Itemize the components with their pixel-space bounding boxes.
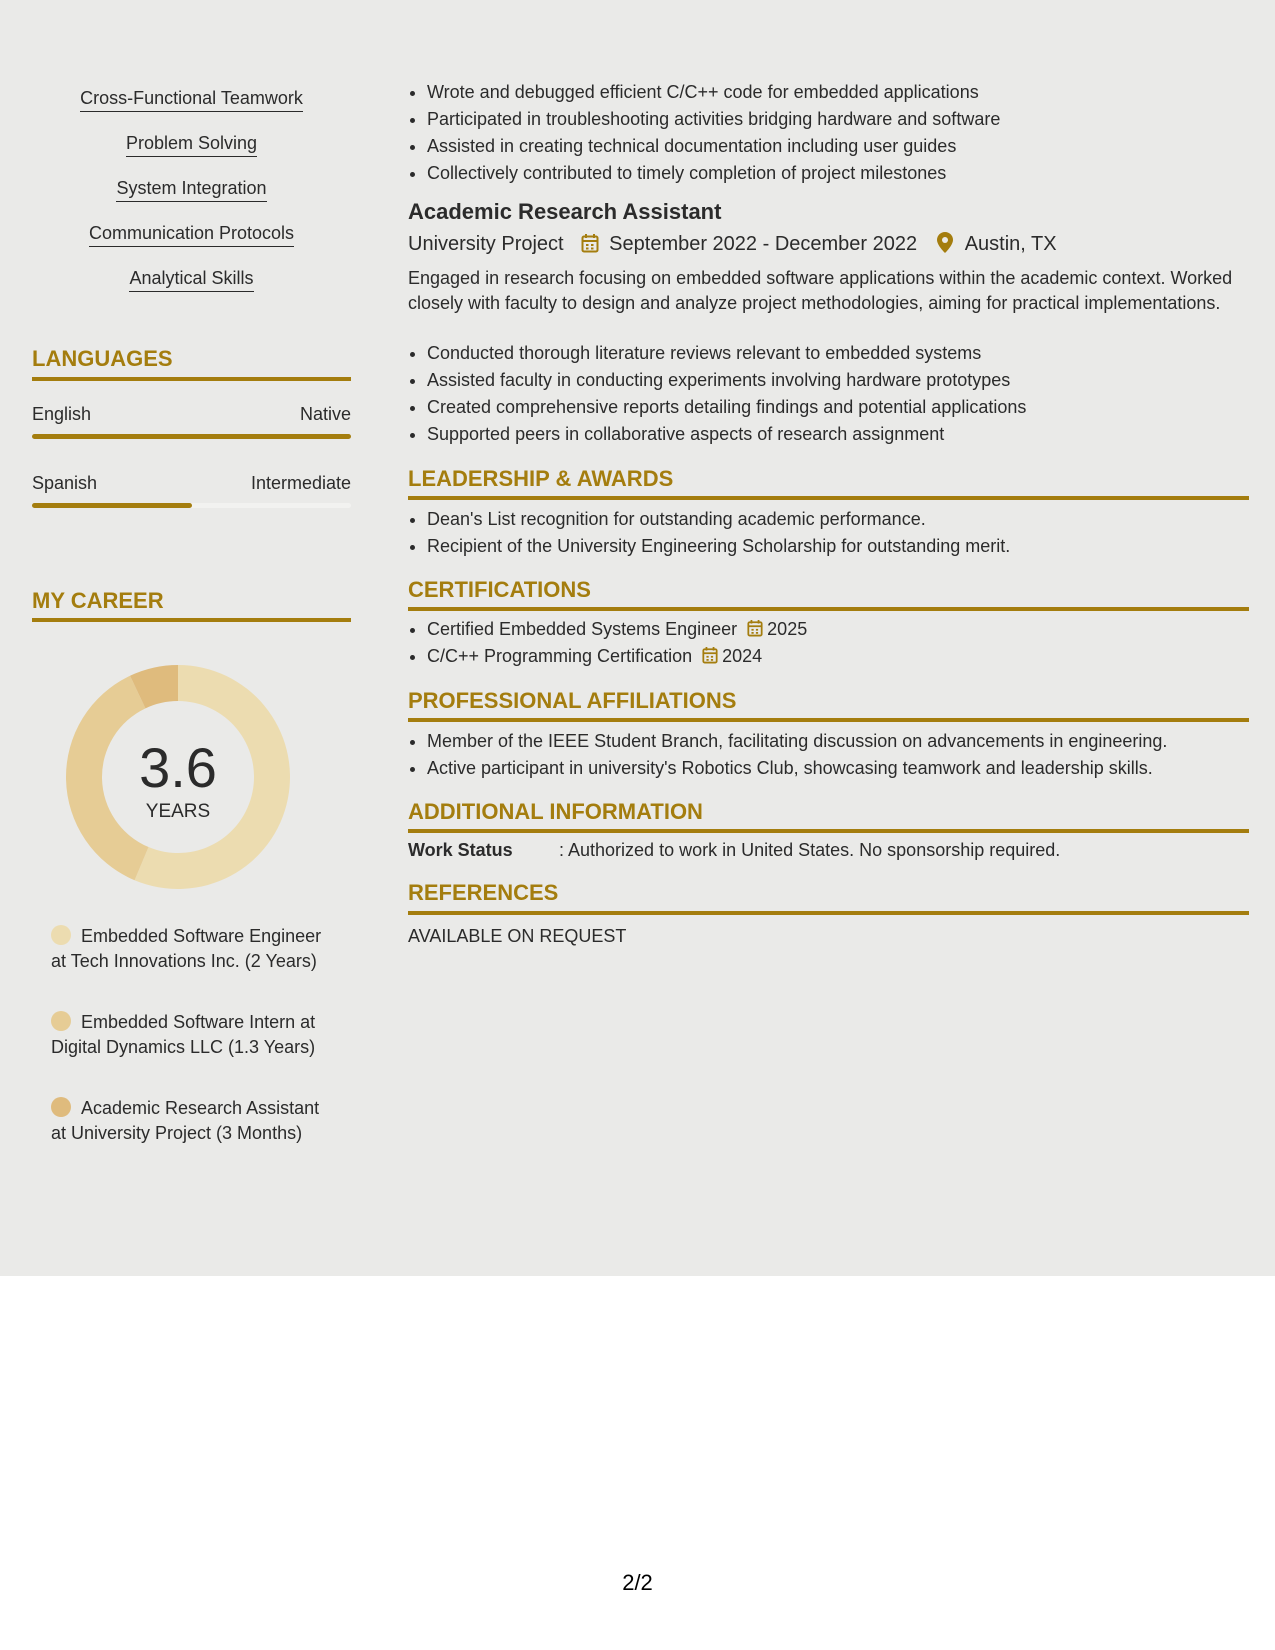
work-status-label: Work Status xyxy=(408,840,513,860)
job-meta xyxy=(408,232,1057,256)
legend-dot xyxy=(51,925,71,945)
list-item: • Conducted thorough literature reviews relevant to embedded systems xyxy=(427,340,1026,367)
skill-label: Problem Solving xyxy=(126,133,257,157)
list-item: • Wrote and debugged efficient C/C++ code for embedded applications xyxy=(427,79,1000,106)
section-rule xyxy=(32,618,351,622)
skill-item xyxy=(32,178,351,202)
affiliations-list xyxy=(408,728,1167,782)
skill-label: Analytical Skills xyxy=(129,268,253,292)
skill-item xyxy=(32,88,351,112)
legend-label: Embedded Software Intern at Digital Dynamics LLC (1.3 Years) xyxy=(51,1012,316,1057)
certifications-heading: CERTIFICATIONS xyxy=(408,577,591,602)
list-item: • Dean's List recognition for outstanding academic performance. xyxy=(427,506,1010,533)
legend-label: Embedded Software Engineer at Tech Innovations Inc. (2 Years) xyxy=(51,926,322,971)
skill-label: System Integration xyxy=(116,178,266,202)
section-rule xyxy=(32,377,351,381)
certification-item xyxy=(427,616,807,643)
list-item: • Active participant in university's Robotics Club, showcasing teamwork and leadership skills. xyxy=(427,755,1167,782)
language-bar xyxy=(32,434,351,439)
job-description: Engaged in research focusing on embedded software applications within the academic context. Worked closely with faculty to design and analyze project methodologies, aiming for practical implementations. xyxy=(408,268,1233,313)
certifications-list xyxy=(408,616,807,670)
certification-name: C/C++ Programming Certification xyxy=(427,646,693,666)
skill-label: Communication Protocols xyxy=(89,223,294,247)
legend-dot xyxy=(51,1011,71,1031)
skill-label: Cross-Functional Teamwork xyxy=(80,88,303,112)
language-level: Intermediate xyxy=(250,473,351,493)
career-total: 3.6 xyxy=(139,736,217,799)
additional-info-heading: ADDITIONAL INFORMATION xyxy=(408,799,703,824)
list-item: • Participated in troubleshooting activities bridging hardware and software xyxy=(427,106,1000,133)
references-heading: REFERENCES xyxy=(408,880,559,905)
job-company: University Project xyxy=(408,233,564,255)
certification-year: 2025 xyxy=(767,619,808,639)
language-name: English xyxy=(32,404,92,424)
list-item: • Member of the IEEE Student Branch, facilitating discussion on advancements in engineering. xyxy=(427,728,1167,755)
job-title: Academic Research Assistant xyxy=(408,199,722,224)
calendar-icon xyxy=(702,646,718,664)
list-item: • Collectively contributed to timely completion of project milestones xyxy=(427,160,1000,187)
career-legend-item xyxy=(51,1010,336,1059)
calendar-icon xyxy=(747,619,763,637)
skill-item xyxy=(32,223,351,247)
previous-job-bullets xyxy=(408,79,1000,187)
language-level: Native xyxy=(299,404,351,424)
language-bar-fill xyxy=(32,503,192,508)
page-number: 2/2 xyxy=(622,1570,653,1595)
location-pin-icon xyxy=(937,232,953,253)
section-rule xyxy=(408,496,1249,500)
career-donut-chart xyxy=(66,665,290,889)
career-legend-item xyxy=(51,924,336,973)
career-unit: YEARS xyxy=(145,801,211,822)
job-dates: September 2022 - December 2022 xyxy=(609,233,918,255)
certification-name: Certified Embedded Systems Engineer xyxy=(427,619,738,639)
legend-dot xyxy=(51,1097,71,1117)
section-rule xyxy=(408,829,1249,833)
job-bullets xyxy=(408,340,1026,448)
work-status-value: : Authorized to work in United States. No sponsorship required. xyxy=(559,840,1061,860)
section-rule xyxy=(408,607,1249,611)
language-name: Spanish xyxy=(32,473,98,493)
section-rule xyxy=(408,911,1249,915)
leadership-list xyxy=(408,506,1010,560)
certification-year: 2024 xyxy=(722,646,763,666)
language-bar xyxy=(32,503,351,508)
list-item: • Created comprehensive reports detailing findings and potential applications xyxy=(427,394,1026,421)
list-item: • Assisted faculty in conducting experiments involving hardware prototypes xyxy=(427,367,1026,394)
career-legend-item xyxy=(51,1096,336,1145)
list-item: • Supported peers in collaborative aspects of research assignment xyxy=(427,421,1026,448)
skill-item xyxy=(32,268,351,292)
affiliations-heading: PROFESSIONAL AFFILIATIONS xyxy=(408,688,737,713)
calendar-icon xyxy=(581,233,599,253)
leadership-heading: LEADERSHIP & AWARDS xyxy=(408,466,674,491)
career-heading: MY CAREER xyxy=(32,588,164,613)
references-text: AVAILABLE ON REQUEST xyxy=(408,926,627,946)
job-location: Austin, TX xyxy=(964,233,1057,255)
language-bar-fill xyxy=(32,434,351,439)
list-item: • Recipient of the University Engineering Scholarship for outstanding merit. xyxy=(427,533,1010,560)
skill-item xyxy=(32,133,351,157)
work-status-row xyxy=(408,840,1060,861)
section-rule xyxy=(408,718,1249,722)
languages-heading: LANGUAGES xyxy=(32,346,173,371)
legend-label: Academic Research Assistant at University Project (3 Months) xyxy=(51,1098,320,1143)
list-item: • Assisted in creating technical documentation including user guides xyxy=(427,133,1000,160)
certification-item xyxy=(427,643,807,670)
